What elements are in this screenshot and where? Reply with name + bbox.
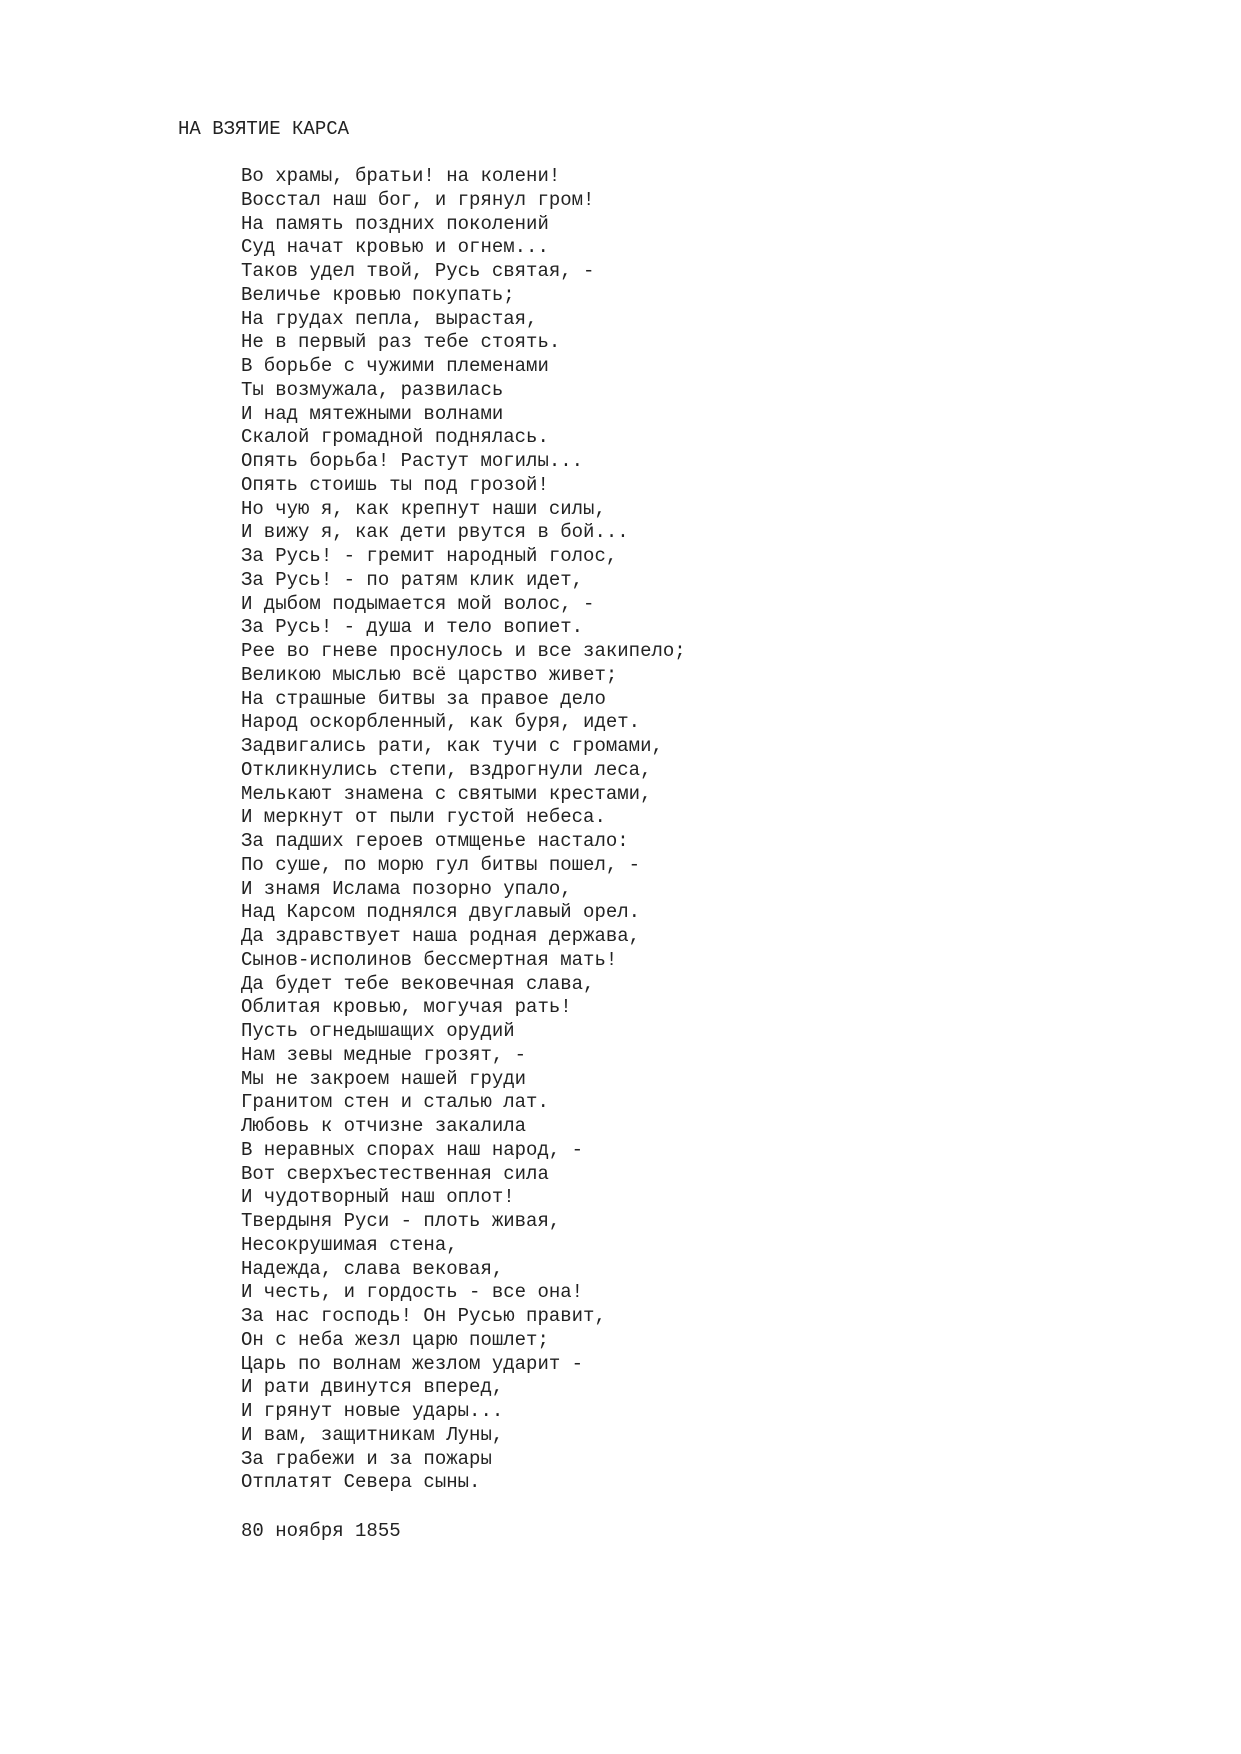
poem-line: Скалой громадной поднялась. [241, 426, 549, 449]
poem-line: Над Карсом поднялся двуглавый орел. [241, 901, 641, 924]
poem-line: И знамя Ислама позорно упало, [241, 877, 572, 900]
poem-line: Гранитом стен и сталью лат. [241, 1091, 549, 1114]
poem-line: Таков удел твой, Русь святая, - [241, 260, 595, 282]
poem-line: Облитая кровью, могучая рать! [241, 996, 572, 1019]
poem-line: За грабежи и за пожары [241, 1447, 492, 1470]
poem-line: Откликнулись степи, вздрогнули леса, [241, 758, 652, 781]
poem-line: Но чую я, как крепнут наши силы, [241, 497, 606, 520]
poem-line: И честь, и гордость - все она! [241, 1281, 584, 1304]
poem-line: Восстал наш бог, и грянул гром! [241, 188, 595, 211]
poem-line: Да будет тебе вековечная слава, [241, 972, 595, 995]
poem-line: Отплатят Севера сыны. [241, 1471, 481, 1494]
poem-line: За нас господь! Он Русью правит, [241, 1305, 606, 1327]
poem-line: Опять борьба! Растут могилы... [241, 450, 584, 472]
poem-line: За Русь! - душа и тело вопиет. [241, 616, 584, 639]
poem-line: Рее во гневе проснулось и все закипело; [241, 640, 686, 662]
poem-line: За падших героев отмщенье настало: [241, 830, 629, 852]
poem-line: И чудотворный наш оплот! [241, 1186, 515, 1209]
poem-line: На память поздних поколений [241, 212, 549, 235]
poem-line: Нам зевы медные грозят, - [241, 1043, 527, 1066]
poem-line: И над мятежными волнами [241, 402, 504, 425]
poem-line: Величье кровью покупать; [241, 283, 515, 306]
poem-line: И дыбом подымается мой волос, - [241, 592, 595, 615]
poem-line: Твердыня Руси - плоть живая, [241, 1210, 561, 1232]
poem-line: Несокрушимая стена, [241, 1233, 458, 1256]
poem-line: Задвигались рати, как тучи с громами, [241, 735, 663, 757]
poem-line: Пусть огнедышащих орудий [241, 1020, 515, 1042]
poem-line: И грянут новые удары... [241, 1400, 504, 1422]
poem-line: И рати двинутся вперед, [241, 1376, 504, 1399]
poem-line: В неравных спорах наш народ, - [241, 1138, 584, 1161]
poem-line: И вам, защитникам Луны, [241, 1423, 504, 1446]
poem-line: Народ оскорбленный, как буря, идет. [241, 711, 641, 734]
poem-line: Великою мыслью всё царство живет; [241, 663, 618, 686]
poem-title: НА ВЗЯТИЕ КАРСА [178, 118, 350, 140]
poem-body [241, 165, 686, 1495]
poem-line: На страшные битвы за правое дело [241, 687, 606, 710]
poem-line: Мы не закроем нашей груди [241, 1067, 527, 1090]
poem-line: И меркнут от пыли густой небеса. [241, 806, 606, 829]
poem-line: И вижу я, как дети рвутся в бой... [241, 521, 629, 544]
poem-line: Не в первый раз тебе стоять. [241, 331, 561, 354]
poem-line: Ты возмужала, развилась [241, 378, 504, 401]
poem-line: По суше, по морю гул битвы пошел, - [241, 853, 641, 876]
poem-line: Опять стоишь ты под грозой! [241, 473, 549, 496]
poem-line: Вот сверхъестественная сила [241, 1162, 549, 1185]
poem-line: За Русь! - гремит народный голос, [241, 545, 618, 567]
poem-date: 80 ноября 1855 [241, 1520, 401, 1542]
poem-line: Суд начат кровью и огнем... [241, 236, 549, 259]
poem-line: Царь по волнам жезлом ударит - [241, 1352, 584, 1375]
poem-line: За Русь! - по ратям клик идет, [241, 568, 584, 591]
poem-line: На грудах пепла, вырастая, [241, 307, 538, 330]
poem-line: Во храмы, братьи! на колени! [241, 165, 561, 187]
poem-line: Да здравствует наша родная держава, [241, 925, 641, 947]
poem-line: Мелькают знамена с святыми крестами, [241, 782, 652, 805]
poem-line: Любовь к отчизне закалила [241, 1115, 527, 1137]
poem-line: В борьбе с чужими племенами [241, 355, 549, 377]
poem-line: Сынов-исполинов бессмертная мать! [241, 948, 618, 971]
poem-line: Надежда, слава вековая, [241, 1257, 504, 1280]
poem-line: Он с неба жезл царю пошлет; [241, 1328, 549, 1351]
